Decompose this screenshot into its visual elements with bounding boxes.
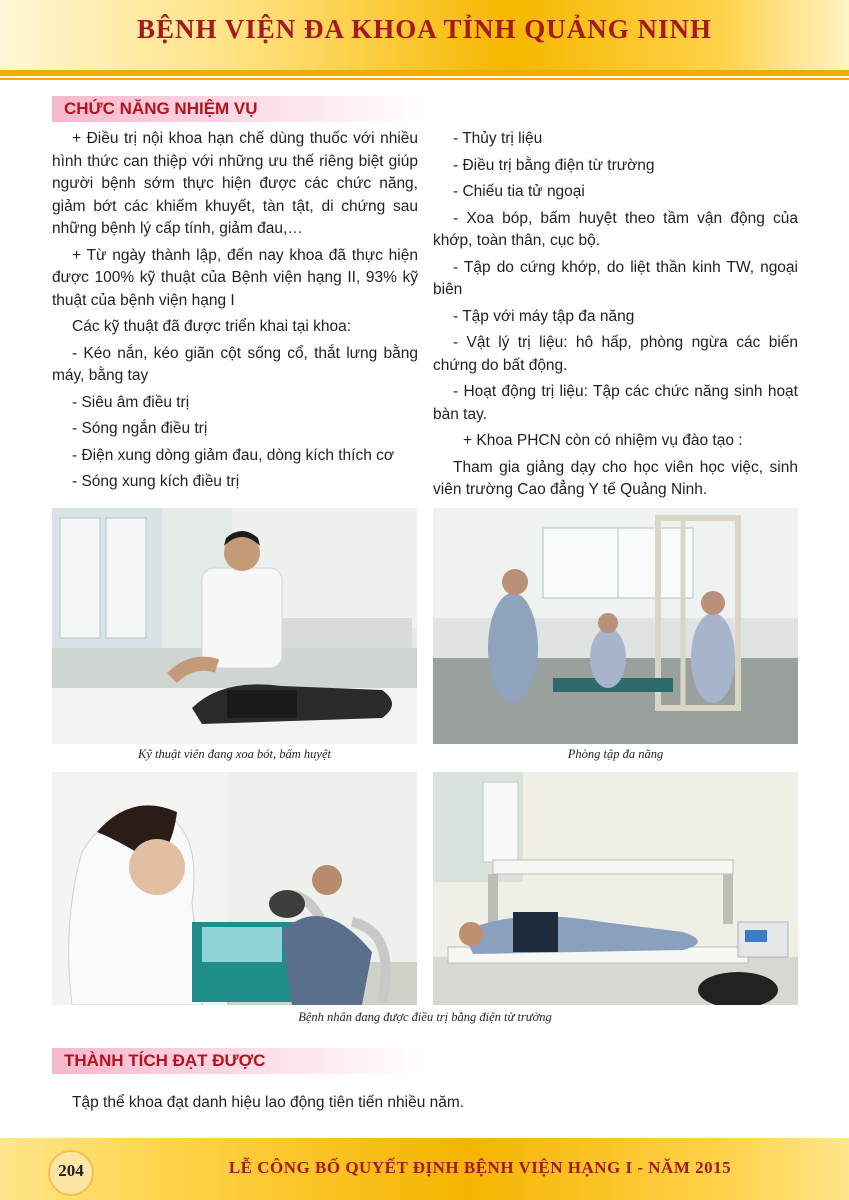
section-heading-functions [52,96,422,122]
list-item: - Tập do cứng khớp, do liệt thần kinh TW, ngoại biên [433,258,798,298]
page-header [0,0,849,70]
section-heading-achievements [52,1048,422,1074]
list-item: - Điện xung dòng giảm đau, dòng kích thích cơ [72,446,395,464]
list-item: - Vật lý trị liệu: hô hấp, phòng ngừa các biến chứng do bất động. [433,334,798,374]
section-heading-label: CHỨC NĂNG NHIỆM VỤ [64,99,258,118]
list-item: - Điều trị bằng điện từ trường [453,156,655,174]
left-text-column [52,128,418,498]
photo-caption: Phòng tập đa năng [567,747,664,761]
list-item: - Sóng ngắn điều trị [72,420,208,437]
paragraph: Tập thể khoa đạt danh hiệu lao động tiên tiến nhiều năm. [72,1094,465,1111]
hospital-title: BỆNH VIỆN ĐA KHOA TỈNH QUẢNG NINH [136,14,713,44]
list-item: - Siêu âm điều trị [72,393,190,411]
list-item: - Sóng xung kích điều trị [72,473,240,490]
paragraph: Các kỹ thuật đã được triển khai tại khoa: [72,318,352,335]
list-item: - Kéo nắn, kéo giãn cột sống cổ, thắt lưng bằng máy, bằng tay [52,344,418,384]
paragraph: + Khoa PHCN còn có nhiệm vụ đào tạo : [463,432,743,449]
photo-electromagnetic-therapy [52,772,417,1005]
photo-traction-bed [433,772,798,1005]
paragraph: + Từ ngày thành lập, đến nay khoa đã thực hiện được 100% kỹ thuật của Bệnh viện hạng II, 93% kỹ thuật của bệnh viện hạng I [52,246,418,309]
list-item: - Tập với máy tập đa năng [453,307,635,325]
page-number: 204 [58,1161,84,1180]
list-item: - Thủy trị liệu [453,130,543,147]
right-text-column [433,128,798,506]
paragraph: + Điều trị nội khoa hạn chế dùng thuốc với nhiều hình thức can thiệp với những ưu thế riêng biệt giúp người bệnh sớm thực hiện được các chức năng, giảm bớt các khiếm khuyết, tàn tật, di chứng sau những bệnh lý cấp tính, giảm đau,… [52,130,418,237]
header-divider-thin [0,78,849,80]
list-item: - Chiếu tia tử ngoại [453,183,585,200]
achievements-text [72,1092,772,1119]
list-item: - Xoa bóp, bấm huyệt theo tầm vận động của khớp, toàn thân, cục bộ. [433,209,798,249]
photo-gym [433,508,798,744]
list-item: - Hoạt động trị liệu: Tập các chức năng sinh hoạt bàn tay. [433,383,798,423]
header-divider [0,70,849,76]
photo-caption: Kỹ thuật viên đang xoa bót, bấm huyệt [137,747,332,761]
photo-caption: Bệnh nhân đang được điều trị bằng điện từ trường [298,1010,552,1024]
photo-massage [52,508,417,744]
section-heading-label: THÀNH TÍCH ĐẠT ĐƯỢC [64,1051,266,1070]
paragraph: Tham gia giảng dạy cho học viên học việc, sinh viên trường Cao đẳng Y tế Quảng Ninh. [433,458,798,498]
footer-title: LỄ CÔNG BỐ QUYẾT ĐỊNH BỆNH VIỆN HẠNG I - NĂM 2015 [228,1158,732,1177]
